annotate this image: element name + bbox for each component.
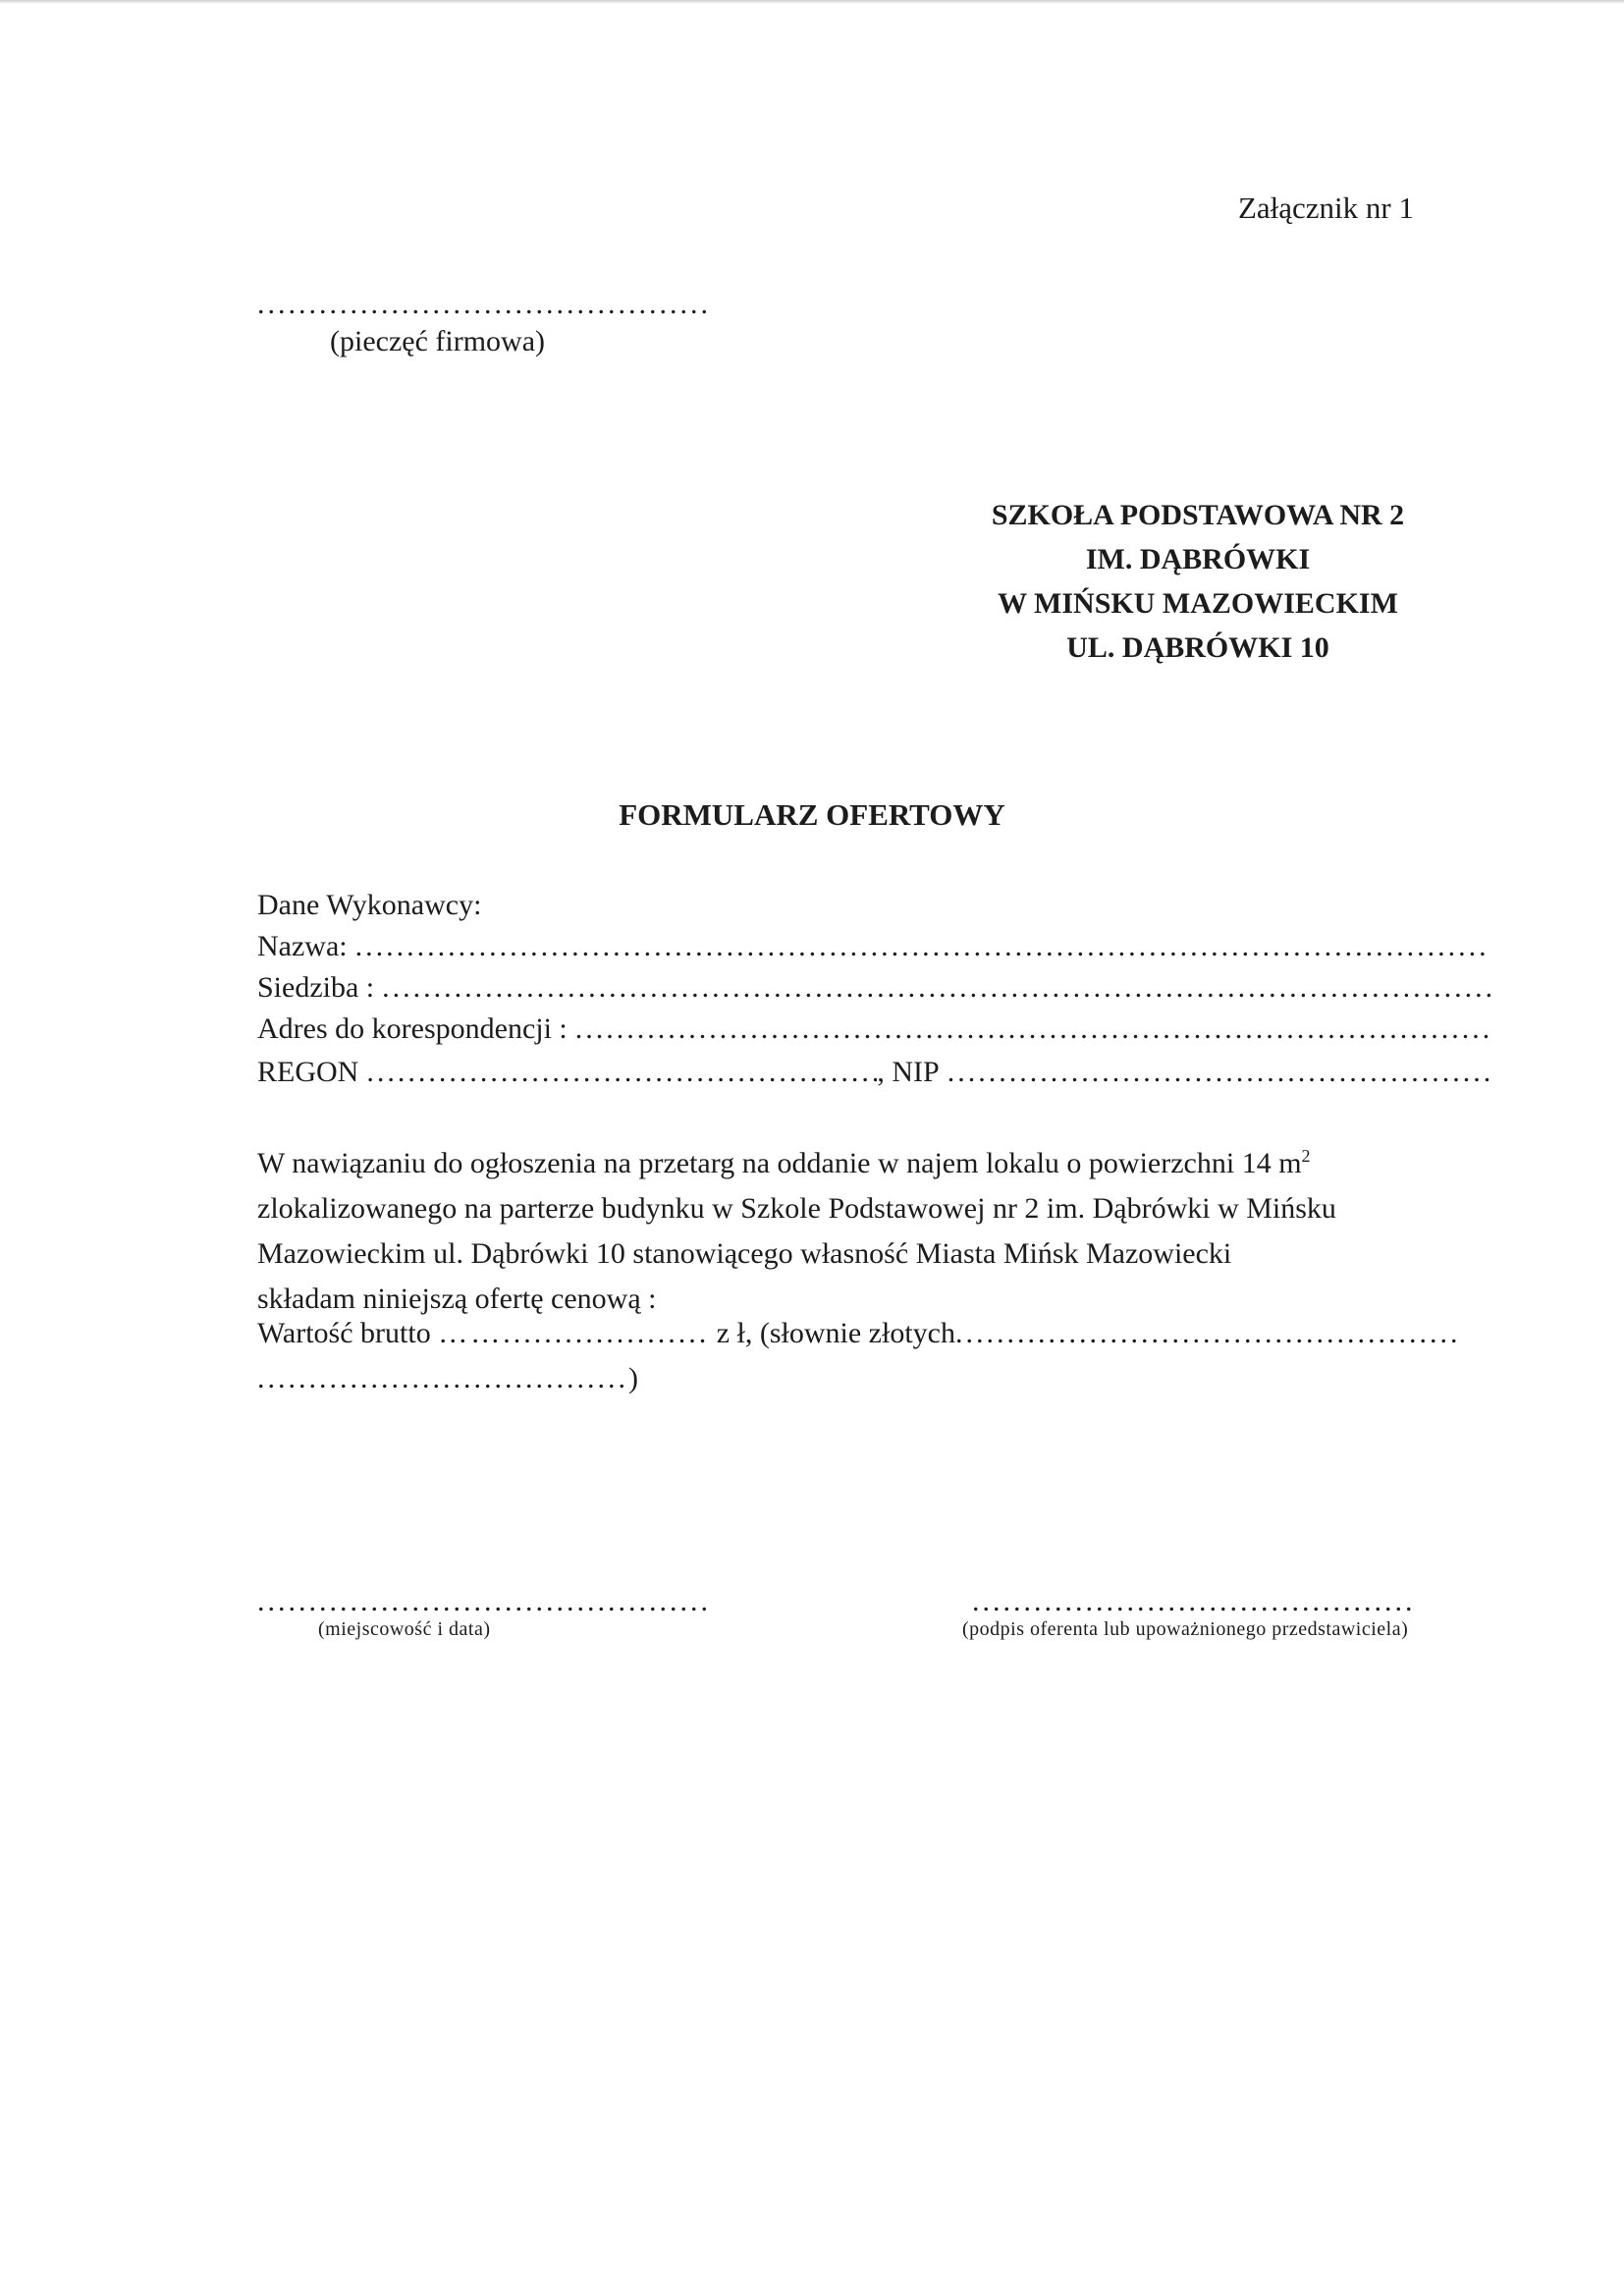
square-meter-superscript: 2 bbox=[1301, 1146, 1311, 1166]
contractor-seat-field[interactable] bbox=[257, 970, 1490, 1006]
contractor-name-field[interactable] bbox=[257, 929, 1490, 964]
scan-edge bbox=[0, 0, 1624, 4]
offer-line-1 bbox=[257, 1141, 1534, 1186]
contractor-seat-label: Siedziba : bbox=[257, 971, 375, 1004]
form-title: FORMULARZ OFERTOWY bbox=[619, 797, 1005, 832]
contractor-regon-nip-field[interactable] bbox=[257, 1055, 1490, 1090]
gross-value-words-line: ................................................. bbox=[955, 1317, 1461, 1349]
offer-paragraph bbox=[257, 1141, 1534, 1322]
recipient-line-patron: IM. DĄBRÓWKI bbox=[1085, 543, 1311, 575]
nip-label: , NIP bbox=[877, 1056, 940, 1088]
attachment-number: Załącznik nr 1 bbox=[1237, 191, 1414, 225]
gross-value-amount-line: …….................... bbox=[438, 1317, 710, 1349]
recipient-line-school: SZKOŁA PODSTAWOWA NR 2 bbox=[991, 499, 1405, 531]
signature-line: ........................................... bbox=[972, 1585, 1416, 1617]
offer-line-2: zlokalizowanego na parterze budynku w Szkole Podstawowej nr 2 im. Dąbrówki w Mińsku bbox=[257, 1192, 1336, 1225]
stamp-label: (pieczęć firmowa) bbox=[330, 325, 546, 357]
place-date-line: ............................................ bbox=[257, 1585, 711, 1617]
gross-value-words-line-2: ....................................) bbox=[257, 1362, 641, 1394]
contractor-address-label: Adres do korespondencji : bbox=[257, 1012, 568, 1045]
gross-value-label: Wartość brutto bbox=[257, 1317, 431, 1349]
contractor-name-fill-line bbox=[355, 929, 1490, 964]
recipient-line-city: W MIŃSKU MAZOWIECKIM bbox=[998, 587, 1398, 620]
regon-label: REGON bbox=[257, 1056, 359, 1088]
contractor-address-field[interactable] bbox=[257, 1011, 1490, 1047]
recipient-address-block bbox=[884, 493, 1512, 670]
place-date-label: (miejscowość i data) bbox=[318, 1618, 491, 1640]
contractor-address-fill-line bbox=[575, 1011, 1490, 1047]
nip-fill-line bbox=[947, 1055, 1490, 1090]
offer-line-4: składam niniejszą ofertę cenową : bbox=[257, 1283, 657, 1315]
gross-value-field[interactable] bbox=[257, 1316, 1461, 1351]
recipient-line-street: UL. DĄBRÓWKI 10 bbox=[1066, 631, 1329, 664]
regon-fill-line bbox=[366, 1055, 877, 1090]
contractor-name-label: Nazwa: bbox=[257, 930, 348, 962]
offer-line-1-text: W nawiązaniu do ogłoszenia na przetarg na oddanie w najem lokalu o powierzchni 14 m bbox=[257, 1147, 1302, 1179]
gross-value-currency-text: z ł, (słownie złotych bbox=[716, 1317, 955, 1349]
contractor-heading: Dane Wykonawcy: bbox=[257, 889, 482, 921]
offer-line-3: Mazowieckim ul. Dąbrówki 10 stanowiącego własność Miasta Mińsk Mazowiecki bbox=[257, 1237, 1232, 1270]
stamp-placeholder-line: ............................................ bbox=[257, 288, 711, 320]
signature-label: (podpis oferenta lub upoważnionego przedstawiciela) bbox=[962, 1618, 1409, 1640]
contractor-seat-fill-line bbox=[382, 970, 1490, 1006]
